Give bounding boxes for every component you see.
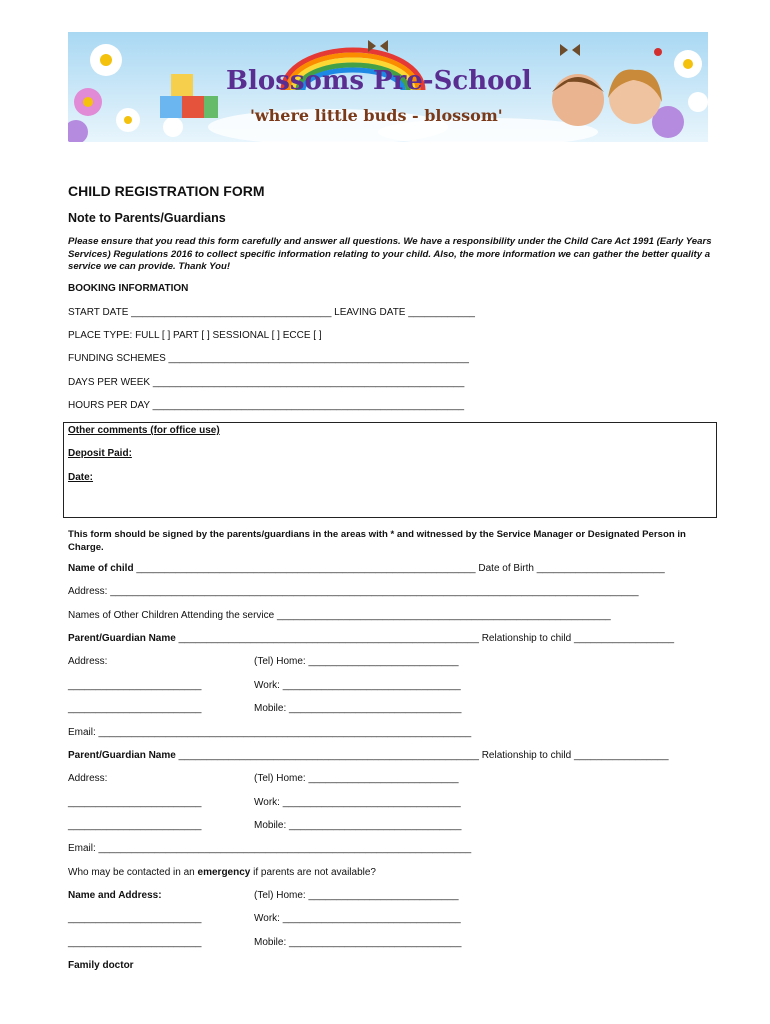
form-title: CHILD REGISTRATION FORM bbox=[68, 183, 265, 199]
emergency-address-line1[interactable]: ________________________ bbox=[68, 913, 202, 924]
guardian1-address-line2[interactable]: ________________________ bbox=[68, 703, 202, 714]
ladybird-icon bbox=[654, 48, 662, 56]
guardian1-name-line[interactable]: ______________________________________________________ Relationship to child __________________ bbox=[175, 633, 675, 644]
guardian2-work-field[interactable]: Work: ________________________________ bbox=[254, 797, 461, 808]
booking-heading: BOOKING INFORMATION bbox=[68, 283, 189, 294]
child-name-label: Name of child bbox=[68, 563, 134, 574]
office-use-box bbox=[63, 422, 717, 518]
guardian2-address-label: Address: bbox=[68, 773, 108, 784]
guardian1-address-label: Address: bbox=[68, 656, 108, 667]
guardian2-tel-home-field[interactable]: (Tel) Home: ___________________________ bbox=[254, 773, 459, 784]
emergency-question-bold: emergency bbox=[197, 867, 251, 878]
start-date-field[interactable]: START DATE ____________________________________ LEAVING DATE ____________ bbox=[68, 307, 475, 318]
guardian2-email-field[interactable]: Email: ___________________________________________________________________ bbox=[68, 843, 472, 854]
emergency-address-line2[interactable]: ________________________ bbox=[68, 937, 202, 948]
note-text: Please ensure that you read this form carefully and answer all questions. We have a responsibility under the Child Care Act 1991 (Early Years Services) Regulations 2016 to collect specific information relating to your child. Also, the more information we can gather the better quality a service we can provide. Thank You! bbox=[68, 236, 712, 272]
place-type-field[interactable]: PLACE TYPE: FULL [ ] PART [ ] SESSIONAL [ ] ECCE [ ] bbox=[68, 330, 322, 341]
emergency-name-address-label: Name and Address: bbox=[68, 890, 162, 901]
guardian1-name-row[interactable] bbox=[68, 633, 674, 644]
header-banner bbox=[68, 32, 708, 142]
child-address-field[interactable]: Address: _______________________________________________________________________________________________ bbox=[68, 586, 639, 597]
office-comments-label: Other comments (for office use) bbox=[68, 425, 220, 436]
guardian1-address-line1[interactable]: ________________________ bbox=[68, 680, 202, 691]
guardian1-email-field[interactable]: Email: ___________________________________________________________________ bbox=[68, 727, 472, 738]
school-tagline: 'where little buds - blossom' bbox=[250, 106, 503, 125]
guardian1-name-label: Parent/Guardian Name bbox=[68, 633, 176, 644]
guardian2-name-label: Parent/Guardian Name bbox=[68, 750, 176, 761]
hours-per-day-field[interactable]: HOURS PER DAY ________________________________________________________ bbox=[68, 400, 465, 411]
guardian2-name-line[interactable]: ______________________________________________________ Relationship to child _________________ bbox=[175, 750, 669, 761]
school-name: Blossoms Pre-School bbox=[226, 66, 532, 96]
sign-note: This form should be signed by the parents/guardians in the areas with * and witnessed by the Service Manager or Designated Person in Charge. bbox=[68, 529, 686, 553]
other-children-field[interactable]: Names of Other Children Attending the service ____________________________________________________________ bbox=[68, 610, 611, 621]
emergency-question-post: if parents are not available? bbox=[250, 867, 376, 878]
note-heading: Note to Parents/Guardians bbox=[68, 211, 226, 225]
emergency-question bbox=[68, 867, 376, 878]
guardian1-mobile-field[interactable]: Mobile: _______________________________ bbox=[254, 703, 462, 714]
emergency-work-field[interactable]: Work: ________________________________ bbox=[254, 913, 461, 924]
guardian1-tel-home-field[interactable]: (Tel) Home: ___________________________ bbox=[254, 656, 459, 667]
family-doctor-label: Family doctor bbox=[68, 960, 134, 971]
child-name-line[interactable]: _____________________________________________________________ Date of Birth _______________________ bbox=[133, 563, 665, 574]
days-per-week-field[interactable]: DAYS PER WEEK ________________________________________________________ bbox=[68, 377, 465, 388]
guardian2-address-line1[interactable]: ________________________ bbox=[68, 797, 202, 808]
guardian1-work-field[interactable]: Work: ________________________________ bbox=[254, 680, 461, 691]
funding-schemes-field[interactable]: FUNDING SCHEMES ______________________________________________________ bbox=[68, 353, 469, 364]
deposit-paid-label: Deposit Paid: bbox=[68, 448, 132, 459]
emergency-mobile-field[interactable]: Mobile: _______________________________ bbox=[254, 937, 462, 948]
office-date-label: Date: bbox=[68, 472, 94, 483]
guardian2-name-row[interactable] bbox=[68, 750, 669, 761]
guardian2-address-line2[interactable]: ________________________ bbox=[68, 820, 202, 831]
emergency-tel-home-field[interactable]: (Tel) Home: ___________________________ bbox=[254, 890, 459, 901]
guardian2-mobile-field[interactable]: Mobile: _______________________________ bbox=[254, 820, 462, 831]
emergency-question-pre: Who may be contacted in an bbox=[68, 867, 198, 878]
child-name-row[interactable] bbox=[68, 563, 665, 574]
